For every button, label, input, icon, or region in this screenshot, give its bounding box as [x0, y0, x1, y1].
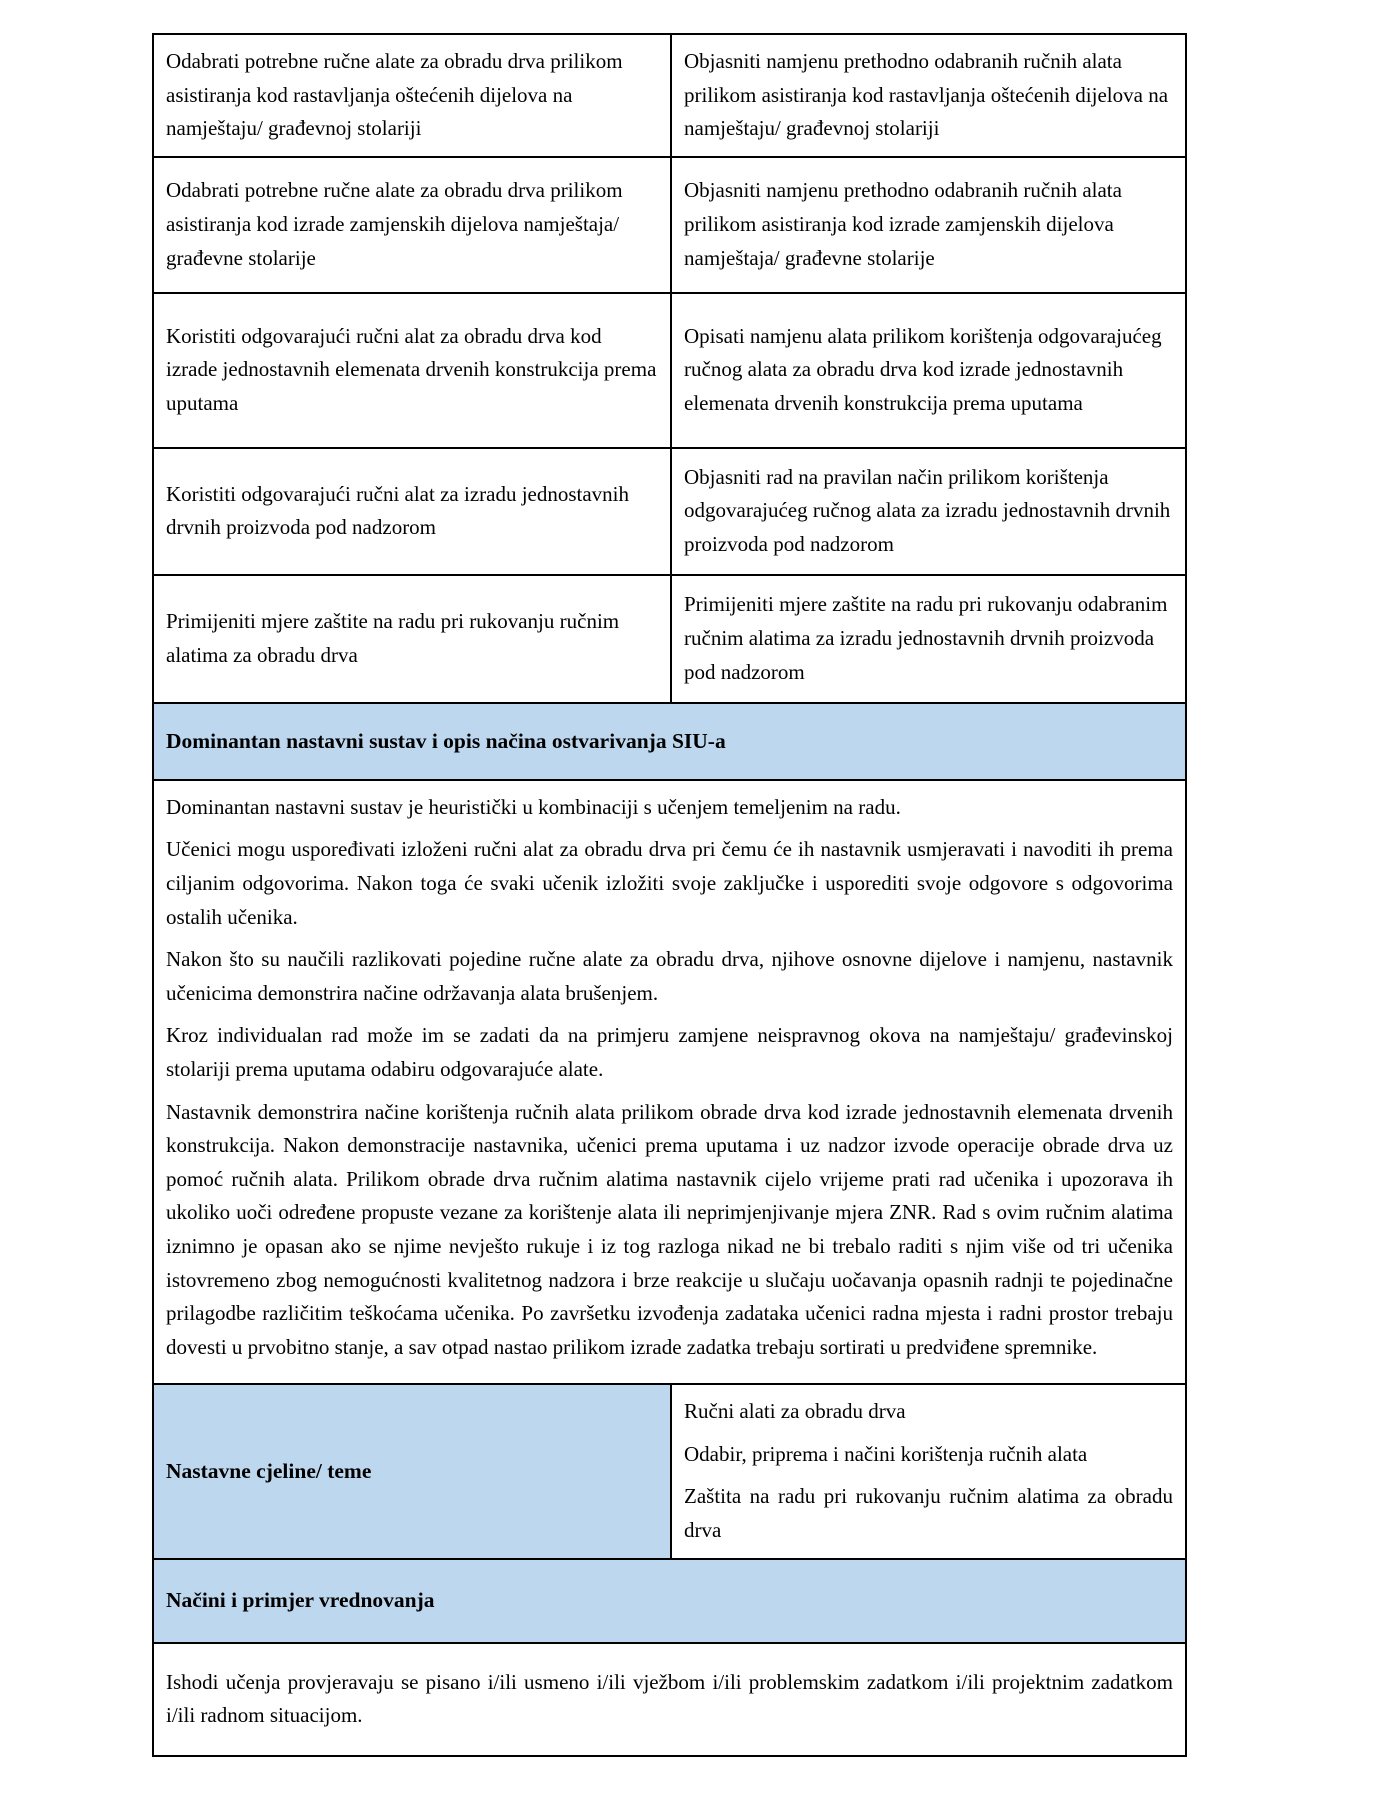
units-topics-cell	[671, 1384, 1186, 1558]
evaluation-text-row	[153, 1643, 1186, 1756]
units-row	[153, 1384, 1186, 1558]
units-label-cell: Nastavne cjeline/ teme	[153, 1384, 671, 1558]
outcome-row	[153, 293, 1186, 448]
outcome-cell-left: Koristiti odgovarajući ručni alat za izradu jednostavnih drvnih proizvoda pod nadzorom	[153, 448, 671, 575]
outcome-cell-right: Objasniti namjenu prethodno odabranih ručnih alata prilikom asistiranja kod rastavljanja oštećenih dijelova na namještaju/ građevnoj stolariji	[671, 34, 1186, 157]
dominant-section-header: Dominantan nastavni sustav i opis načina ostvarivanja SIU-a	[153, 703, 1186, 780]
outcome-cell-left: Odabrati potrebne ručne alate za obradu drva prilikom asistiranja kod izrade zamjenskih dijelova namještaja/ građevne stolarije	[153, 157, 671, 293]
dominant-text-cell	[153, 780, 1186, 1385]
outcome-cell-left: Odabrati potrebne ručne alate za obradu drva prilikom asistiranja kod rastavljanja oštećenih dijelova na namještaju/ građevnoj stolariji	[153, 34, 671, 157]
outcome-row	[153, 448, 1186, 575]
paragraph: Kroz individualan rad može im se zadati da na primjeru zamjene neispravnog okova na namještaju/ građevinskoj stolariji prema uputama odabiru odgovarajuće alate.	[166, 1023, 1173, 1081]
outcome-cell-right: Primijeniti mjere zaštite na radu pri rukovanju odabranim ručnim alatima za izradu jednostavnih drvnih proizvoda pod nadzorom	[671, 575, 1186, 703]
paragraph: Nastavnik demonstrira načine korištenja ručnih alata prilikom obrade drva kod izrade jednostavnih elemenata drvenih konstrukcija. Nakon demonstracije nastavnika, učenici prema uputama i uz nadzor izvode operacije obrade drva uz pomoć ručnih alata. Prilikom obrade drva ručnim alatima nastavnik cijelo vrijeme prati rad učenika i upozorava ih ukoliko uoči određene propuste vezane za korištenje alata ili neprimjenjivanje mjera ZNR. Rad s ovim ručnim alatima iznimno je opasan ako se njime nevješto rukuje i iz tog razloga nikad ne bi trebalo raditi s njim više od tri učenika istovremeno zbog nemogućnosti kvalitetnog nadzora i brze reakcije u slučaju uočavanja opasnih radnji te pojedinačne prilagodbe različitim teškoćama učenika. Po završetku izvođenja zadataka učenici radna mjesta i radni prostor trebaju dovesti u prvobitno stanje, a sav otpad nastao prilikom izrade zadatka trebaju sortirati u predviđene spremnike.	[166, 1099, 1173, 1359]
topic-item: Ručni alati za obradu drva	[684, 1399, 906, 1424]
curriculum-table	[152, 33, 1187, 1757]
outcome-cell-left: Primijeniti mjere zaštite na radu pri rukovanju ručnim alatima za obradu drva	[153, 575, 671, 703]
outcome-cell-right: Objasniti rad na pravilan način prilikom korištenja odgovarajućeg ručnog alata za izradu jednostavnih drvnih proizvoda pod nadzorom	[671, 448, 1186, 575]
paragraph: Nakon što su naučili razlikovati pojedine ručne alate za obradu drva, njihove osnovne dijelove i namjenu, nastavnik učenicima demonstrira načine održavanja alata brušenjem.	[166, 947, 1173, 1005]
topic-item: Zaštita na radu pri rukovanju ručnim alatima za obradu drva	[684, 1484, 1173, 1543]
evaluation-section-header: Načini i primjer vrednovanja	[153, 1559, 1186, 1643]
topic-item: Odabir, priprema i načini korištenja ručnih alata	[684, 1441, 1088, 1466]
section-header-row	[153, 703, 1186, 780]
outcome-row	[153, 157, 1186, 293]
section-header-row	[153, 1559, 1186, 1643]
paragraph: Učenici mogu uspoređivati izloženi ručni alat za obradu drva pri čemu će ih nastavnik usmjeravati i navoditi ih prema ciljanim odgovorima. Nakon toga će svaki učenik izložiti svoje zaključke i usporediti svoje odgovore s odgovorima ostalih učenika.	[166, 837, 1173, 929]
outcome-cell-left: Koristiti odgovarajući ručni alat za obradu drva kod izrade jednostavnih elemenata drvenih konstrukcija prema uputama	[153, 293, 671, 448]
dominant-text-row	[153, 780, 1186, 1385]
outcome-cell-right: Opisati namjenu alata prilikom korištenja odgovarajućeg ručnog alata za obradu drva kod izrade jednostavnih elemenata drvenih konstrukcija prema uputama	[671, 293, 1186, 448]
outcome-row	[153, 34, 1186, 157]
outcome-row	[153, 575, 1186, 703]
paragraph: Dominantan nastavni sustav je heuristički u kombinaciji s učenjem temeljenim na radu.	[166, 794, 901, 819]
outcome-cell-right: Objasniti namjenu prethodno odabranih ručnih alata prilikom asistiranja kod izrade zamjenskih dijelova namještaja/ građevne stolarije	[671, 157, 1186, 293]
evaluation-text: Ishodi učenja provjeravaju se pisano i/ili usmeno i/ili vježbom i/ili problemskim zadatkom i/ili projektnim zadatkom i/ili radnom situacijom.	[166, 1669, 1173, 1728]
evaluation-text-cell	[153, 1643, 1186, 1756]
